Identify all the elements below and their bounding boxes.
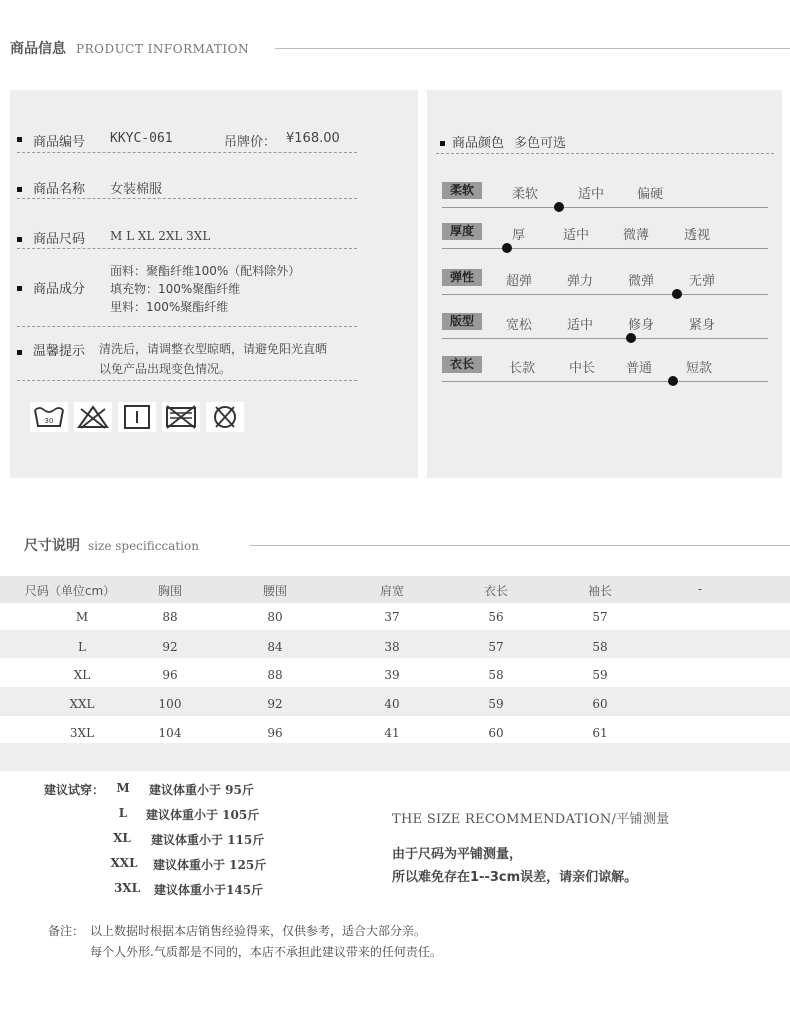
price-label: 吊牌价： [224, 135, 277, 150]
material-line: 面料：聚酯纤维100%（配料除外） [110, 264, 301, 278]
attribute-tag: 厚度 [442, 223, 482, 240]
divider [17, 380, 357, 381]
recommend-label: 建议试穿： [44, 783, 105, 797]
bullet [440, 141, 445, 146]
divider [436, 153, 774, 154]
product-info-title-zh: 商品信息 [10, 41, 66, 57]
attribute-option: 厚 [512, 228, 526, 243]
size-cell: XXL [69, 697, 95, 711]
attribute-option: 普通 [626, 361, 653, 376]
size-cell: M [75, 610, 89, 624]
attribute-option: 微弹 [628, 274, 655, 289]
measure-cell: 88 [267, 668, 283, 682]
measure-cell: 57 [488, 640, 504, 654]
table-header-cell: - [697, 582, 703, 596]
size-spec-title-zh: 尺寸说明 [24, 538, 80, 554]
divider [17, 326, 357, 327]
attribute-option: 长款 [509, 361, 536, 376]
color-value: 多色可选 [514, 136, 567, 151]
recommend-weight: 建议体重小于 115斤 [151, 833, 265, 847]
measure-cell: 56 [488, 610, 504, 624]
note-line: 以上数据时根据本店销售经验得来，仅供参考，适合大部分亲。 [90, 924, 427, 938]
measure-cell: 58 [488, 668, 504, 682]
attribute-option: 透视 [684, 228, 711, 243]
bullet [17, 137, 22, 142]
measure-cell: 57 [592, 610, 608, 624]
measure-cell: 40 [384, 697, 400, 711]
recommend-weight: 建议体重小于 105斤 [146, 808, 260, 822]
attribute-scale-line [442, 248, 768, 249]
attribute-option: 偏硬 [637, 187, 664, 202]
attribute-option: 微薄 [623, 228, 650, 243]
measure-cell: 96 [162, 668, 178, 682]
measure-cell: 58 [592, 640, 608, 654]
measure-cell: 92 [162, 640, 178, 654]
recommendation-line: 所以难免存在1--3cm误差，请亲们谅解。 [392, 870, 638, 885]
attribute-scale-line [442, 294, 768, 295]
tumble-dry-icon [118, 402, 156, 432]
measure-cell: 37 [384, 610, 400, 624]
divider [17, 198, 357, 199]
material-line: 填充物：100%聚酯纤维 [110, 282, 241, 296]
attribute-option: 超弹 [506, 274, 533, 289]
attribute-option: 宽松 [506, 318, 533, 333]
bullet [17, 286, 22, 291]
attribute-option: 适中 [567, 318, 594, 333]
measure-cell: 59 [592, 668, 608, 682]
header-rule [250, 545, 790, 546]
table-header-cell: 衣长 [483, 584, 509, 598]
recommendation-line: 由于尺码为平铺测量， [392, 847, 523, 862]
size-cell: L [78, 640, 86, 654]
attribute-scale-line [442, 338, 768, 339]
no-bleach-icon [74, 402, 112, 432]
name-label: 商品名称 [33, 182, 86, 197]
note-label: 备注： [48, 924, 85, 938]
product-info-title [10, 38, 249, 58]
measure-cell: 104 [158, 726, 182, 740]
recommend-size: M [116, 781, 130, 795]
attribute-tag: 衣长 [442, 356, 482, 373]
recommend-size: XL [113, 831, 131, 845]
table-header-cell: 胸围 [157, 584, 183, 598]
divider [17, 248, 357, 249]
svg-text:30: 30 [44, 417, 54, 425]
care-icons [30, 402, 244, 432]
product-info-title-en: PRODUCT INFORMATION [76, 42, 249, 56]
size-values: M L XL 2XL 3XL [110, 229, 211, 243]
no-tumble-dry-icon [162, 402, 200, 432]
measure-cell: 80 [267, 610, 283, 624]
name-value: 女装棉服 [110, 182, 163, 197]
measure-cell: 60 [592, 697, 608, 711]
attribute-tag: 版型 [442, 313, 482, 330]
item-no-value: KKYC-061 [110, 131, 173, 146]
recommend-weight: 建议体重小于 125斤 [153, 858, 267, 872]
attribute-scale-line [442, 207, 768, 208]
measure-cell: 100 [158, 697, 182, 711]
attribute-option: 修身 [628, 318, 655, 333]
tip-label: 温馨提示 [33, 344, 86, 359]
color-label: 商品颜色 [452, 136, 505, 151]
size-spec-title [24, 535, 199, 555]
attribute-option: 适中 [563, 228, 590, 243]
measure-cell: 61 [592, 726, 608, 740]
size-cell: XL [73, 668, 91, 682]
recommend-size: XXL [110, 856, 138, 870]
recommend-size: 3XL [113, 881, 141, 895]
no-dry-clean-icon [206, 402, 244, 432]
measure-cell: 39 [384, 668, 400, 682]
attribute-tag: 柔软 [442, 182, 482, 199]
material-line: 里料：100%聚酯纤维 [110, 300, 229, 314]
recommend-weight: 建议体重小于 95斤 [149, 783, 254, 797]
attribute-level-dot [672, 289, 682, 299]
size-label: 商品尺码 [33, 232, 86, 247]
attribute-option: 中长 [569, 361, 596, 376]
table-header-cell: 腰围 [262, 584, 288, 598]
bullet [17, 187, 22, 192]
measure-cell: 59 [488, 697, 504, 711]
attribute-tag: 弹性 [442, 269, 482, 286]
recommend-weight: 建议体重小于145斤 [154, 883, 264, 897]
material-label: 商品成分 [33, 282, 86, 297]
note-line: 每个人外形.气质都是不同的，本店不承担此建议带来的任何责任。 [90, 945, 442, 959]
table-header-cell: 肩宽 [379, 584, 405, 598]
measure-cell: 60 [488, 726, 504, 740]
item-no-label: 商品编号 [33, 135, 86, 150]
measure-cell: 84 [267, 640, 283, 654]
wash-30-icon [30, 402, 68, 432]
measure-cell: 38 [384, 640, 400, 654]
bullet [17, 237, 22, 242]
tip-line: 以免产品出现变色情况。 [99, 362, 232, 376]
bullet [17, 350, 22, 355]
table-header-cell: 尺码（单位cm） [24, 584, 116, 598]
price-value: ¥168.00 [286, 131, 340, 146]
recommend-size: L [118, 806, 128, 820]
divider [17, 152, 357, 153]
header-rule [275, 48, 790, 49]
measure-cell: 96 [267, 726, 283, 740]
attribute-option: 柔软 [512, 187, 539, 202]
attribute-scale-line [442, 381, 768, 382]
attribute-option: 紧身 [689, 318, 716, 333]
attribute-option: 短款 [686, 361, 713, 376]
measure-cell: 41 [384, 726, 400, 740]
measure-cell: 92 [267, 697, 283, 711]
table-header-cell: 袖长 [587, 584, 613, 598]
attribute-option: 弹力 [567, 274, 594, 289]
attribute-option: 适中 [578, 187, 605, 202]
size-recommendation-title: THE SIZE RECOMMENDATION/平铺测量 [392, 812, 670, 827]
table-footer-band [0, 743, 790, 771]
size-cell: 3XL [69, 726, 95, 740]
tip-line: 清洗后，请调整衣型晾晒，请避免阳光直晒 [99, 342, 328, 356]
attribute-option: 无弹 [689, 274, 716, 289]
size-spec-title-en: size specificcation [88, 539, 199, 553]
measure-cell: 88 [162, 610, 178, 624]
